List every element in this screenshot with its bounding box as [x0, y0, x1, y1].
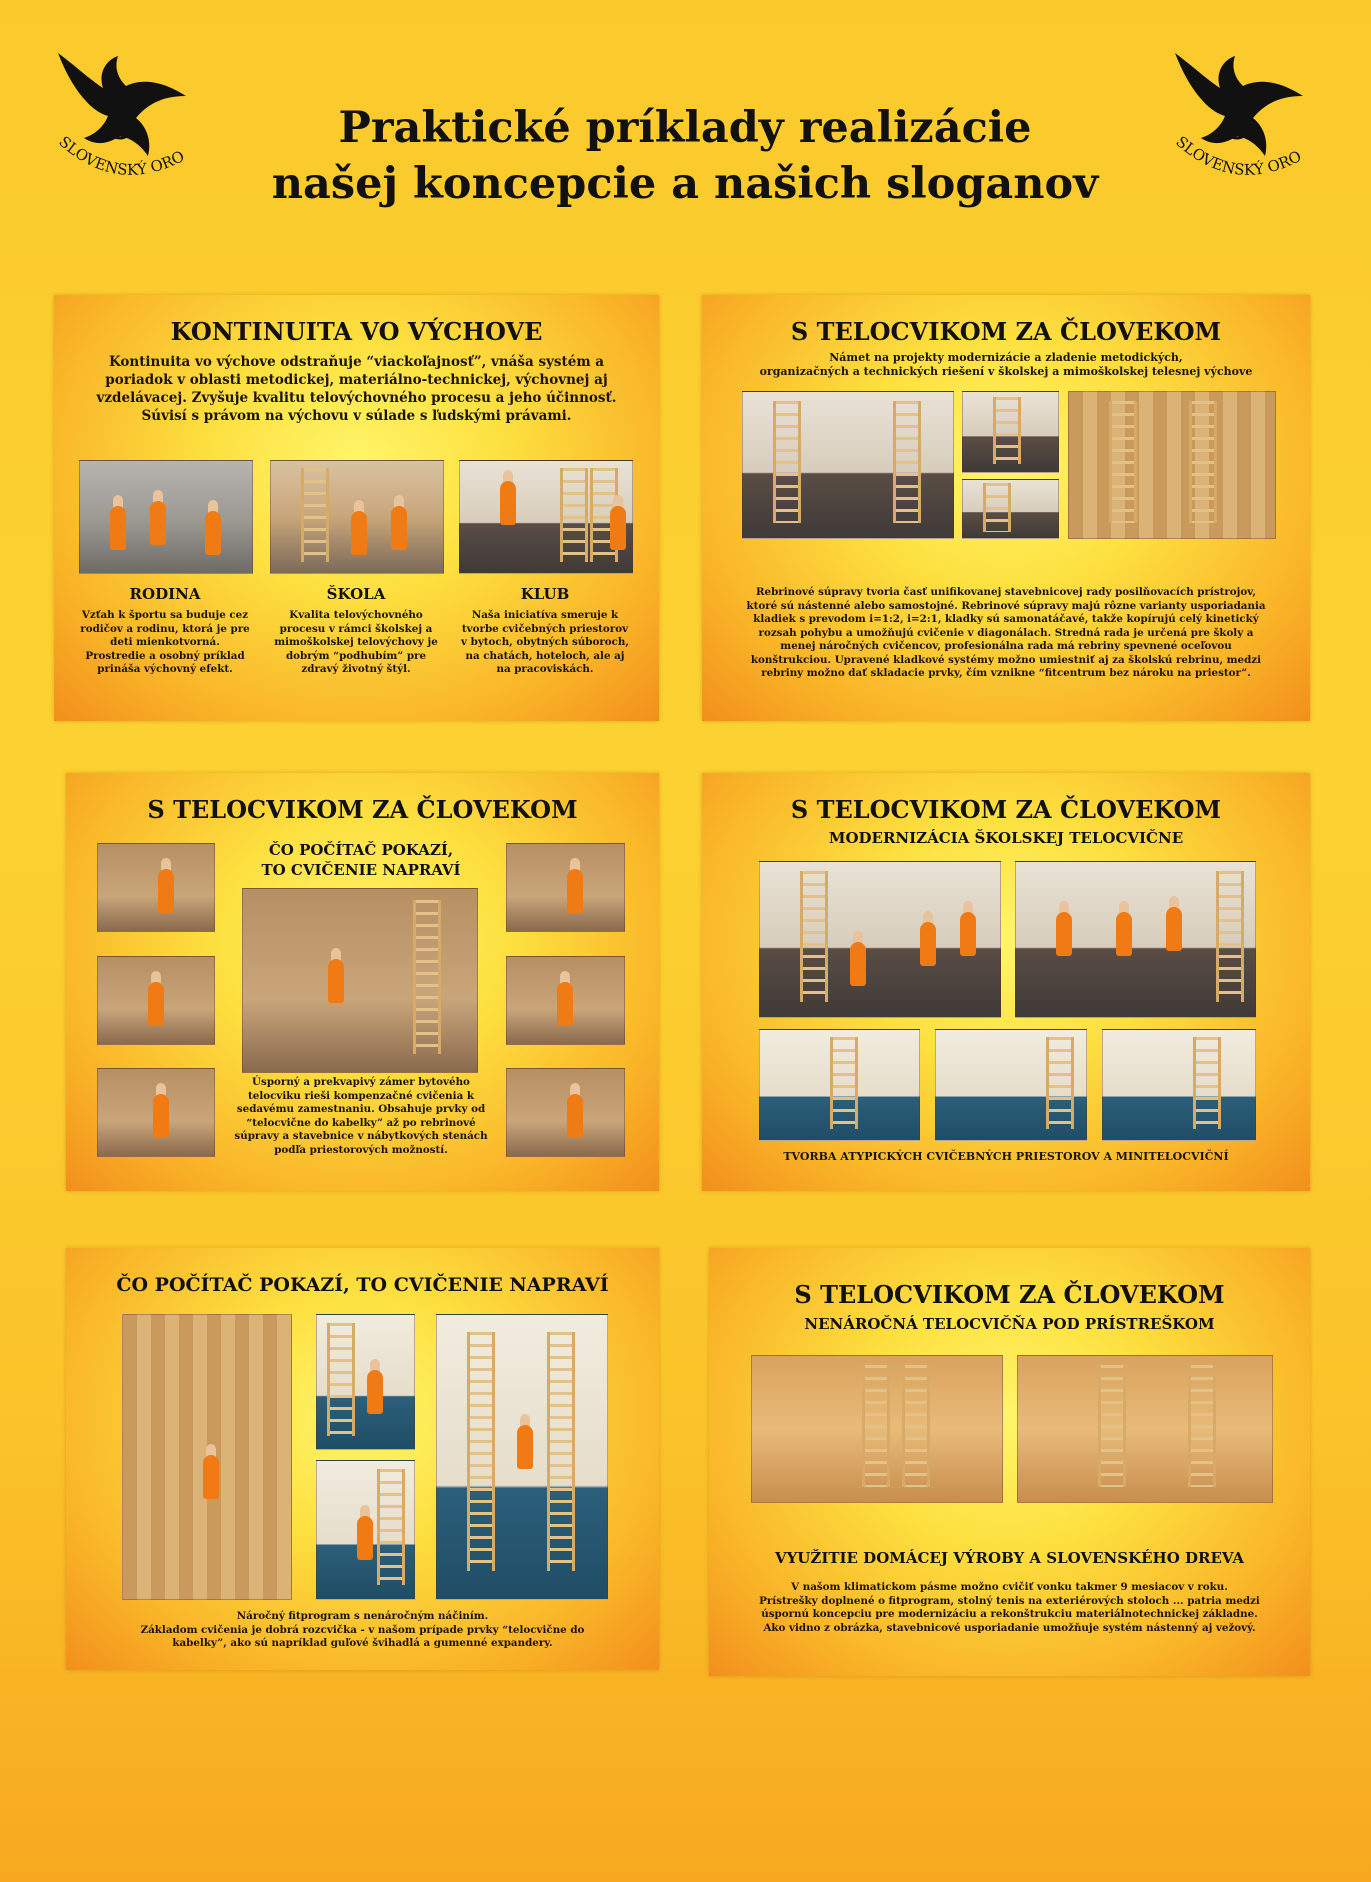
- page-title: [220, 100, 1150, 212]
- panel-body: V našom klimatickom pásme možno cvičiť vonku takmer 9 mesiacov v roku. Prístrešky doplnené o fitprogram, stolný tenis na exteriérových stoloch ... patria medzi úspornú koncepciu pre modernizáciu a rekonštrukciu materiálnotechnickej základne. Ako vidno z obrázka, stavebnicové usporiadanie umožňuje systém nástenný aj vežový.: [759, 1581, 1260, 1634]
- photo-minitelocvicna-1: [759, 1029, 920, 1141]
- slovensky-orol-logo-left: [48, 48, 198, 188]
- photo-rebrina-2: [962, 391, 1059, 473]
- photo-telocvicna-1: [759, 861, 1001, 1018]
- panel-heading: S TELOCVIKOM ZA ČLOVEKOM: [794, 1280, 1225, 1309]
- panel-heading: ČO POČÍTAČ POKAZÍ, TO CVIČENIE NAPRAVÍ: [116, 1274, 609, 1296]
- panel-subtitle: ČO POČÍTAČ POKAZÍ, TO CVIČENIE NAPRAVÍ: [261, 841, 461, 879]
- svg-text:SLOVENSKÝ OROL: SLOVENSKÝ ORO: [55, 132, 188, 179]
- eagle-logo: [48, 48, 198, 188]
- panel-subtitle: NENÁROČNÁ TELOCVIČŇA POD PRÍSTREŠKOM: [804, 1315, 1215, 1333]
- photo-cvicenie-1: [122, 1314, 292, 1600]
- panel-heading: S TELOCVIKOM ZA ČLOVEKOM: [147, 795, 578, 824]
- panel-telocvik-rebriny: [702, 295, 1310, 721]
- photo-kancelaria-6: [506, 1068, 625, 1157]
- photo-rodina: [79, 460, 253, 574]
- svg-text:S: S: [114, 115, 129, 139]
- photo-kancelaria-3: [97, 1068, 215, 1157]
- panel-subtitle: MODERNIZÁCIA ŠKOLSKEJ TELOCVIČNE: [828, 829, 1184, 847]
- panel-heading: S TELOCVIKOM ZA ČLOVEKOM: [790, 317, 1222, 346]
- photo-cvicenie-4: [436, 1314, 608, 1600]
- photo-cvicenie-3: [316, 1460, 415, 1600]
- panel-telocvik-skola: [702, 773, 1310, 1191]
- column-heading-klub: KLUB: [520, 585, 570, 603]
- column-text-klub: Naša iniciatíva smeruje k tvorbe cvičebných priestorov v bytoch, obytných súboroch, na chatách, hoteloch, ale aj na pracoviskách.: [461, 609, 629, 675]
- page-title-line2: našej koncepcie a našich sloganov: [271, 159, 1099, 209]
- photo-klub: [459, 460, 633, 574]
- svg-text:S: S: [1231, 115, 1246, 139]
- photo-rebrina-4: [1068, 391, 1276, 539]
- column-heading-skola: ŠKOLA: [326, 585, 386, 603]
- panel-subtitle: Námet na projekty modernizácie a zladenie metodických, organizačných a technických riešení v školskej a mimoškolskej telesnej výchove: [759, 351, 1253, 378]
- column-heading-rodina: RODINA: [129, 585, 201, 603]
- photo-kancelaria-2: [97, 956, 215, 1045]
- panel-body: Úsporný a prekvapivý zámer bytového telocviku rieši kompenzačné cvičenia k sedavému zamestnaniu. Obsahuje prvky od “telocvične do kabelky” až po rebrinové súpravy a stavebnice v nábytkových stenách podľa priestorových možností.: [234, 1076, 488, 1156]
- photo-rebrina-3: [962, 479, 1059, 539]
- photo-kancelaria-1: [97, 843, 215, 932]
- photo-pristresok-1: [751, 1355, 1003, 1503]
- column-text-rodina: Vzťah k športu sa buduje cez rodičov a rodinu, ktorá je pre deti mienkotvorná. Prostredie a osobný príklad prináša výchovný efekt.: [80, 609, 250, 675]
- panel-telocvik-byt: [66, 773, 659, 1191]
- photo-telocvicna-2: [1015, 861, 1256, 1018]
- column-text-skola: Kvalita telovýchovného procesu v rámci školskej a mimoškolskej telovýchovy je dobrým “podhubím” pre zdravý životný štýl.: [274, 609, 438, 675]
- photo-rebrina-1: [742, 391, 954, 539]
- photo-kancelaria-4: [506, 843, 625, 932]
- panel-body: Náročný fitprogram s nenáročným náčiním. Základom cvičenia je dobrá rozcvička - v našom prípade prvky “telocvične do kabelky”, ako sú napríklad guľové švihadlá a gumenné expandery.: [140, 1610, 585, 1649]
- panel-kontinuita: [54, 295, 659, 721]
- panel-subtitle-2: VYUŽITIE DOMÁCEJ VÝROBY A SLOVENSKÉHO DREVA: [774, 1549, 1245, 1567]
- eagle-logo: [1165, 48, 1315, 188]
- panel-body: Rebrinové súpravy tvoria časť unifikovanej stavebnicovej rady posilňovacích prístrojov, ktoré sú nástenné alebo samostojné. Rebrinové súpravy majú rôzne varianty usporiadania kladiek s prevodom i=1:2, i=2:1, kladky sú samonatáčavé, takže kopírujú celý kinetický rozsah pohybu a umožňujú cvičenie v diagonálach. Stredná rada je určená pre školy a menej náročných cvičencov, profesionálna rada má rebriny spevnené oceľovou konštrukciou. Upravené kladkové systémy možno umiestniť aj za školskú rebrinu, medzi rebriny možno dať skladacie prvky, čím vznikne “fitcentrum bez nároku na priestor”.: [746, 586, 1266, 679]
- photo-pristresok-2: [1017, 1355, 1273, 1503]
- photo-minitelocvicna-3: [1102, 1029, 1256, 1141]
- panel-heading: KONTINUITA VO VÝCHOVE: [170, 317, 543, 346]
- panel-intro: Kontinuita vo výchove odstraňuje “viackoľajnosť”, vnáša systém a poriadok v oblasti metodickej, materiálno-technickej, výchovnej aj vzdelávacej. Zvyšuje kvalitu telovýchovného procesu a jeho účinnosť. Súvisí s právom na výchovu v súlade s ľudskými právami.: [96, 354, 617, 424]
- svg-text:SLOVENSKÝ OROL: SLOVENSKÝ ORO: [1172, 132, 1305, 179]
- photo-cvicenie-2: [316, 1314, 415, 1450]
- panel-pocitac: [66, 1248, 659, 1670]
- photo-minitelocvicna-2: [935, 1029, 1087, 1141]
- slovensky-orol-logo-right: [1165, 48, 1315, 188]
- photo-kancelaria-5: [506, 956, 625, 1045]
- panel-caption: TVORBA ATYPICKÝCH CVIČEBNÝCH PRIESTOROV A MINITELOCVIČNÍ: [783, 1150, 1229, 1163]
- page-title-line1: Praktické príklady realizácie: [338, 103, 1032, 153]
- photo-kancelaria-hlavna: [242, 888, 478, 1073]
- panel-heading: S TELOCVIKOM ZA ČLOVEKOM: [790, 795, 1222, 824]
- panel-pristresok: [709, 1248, 1310, 1676]
- photo-skola: [270, 460, 444, 574]
